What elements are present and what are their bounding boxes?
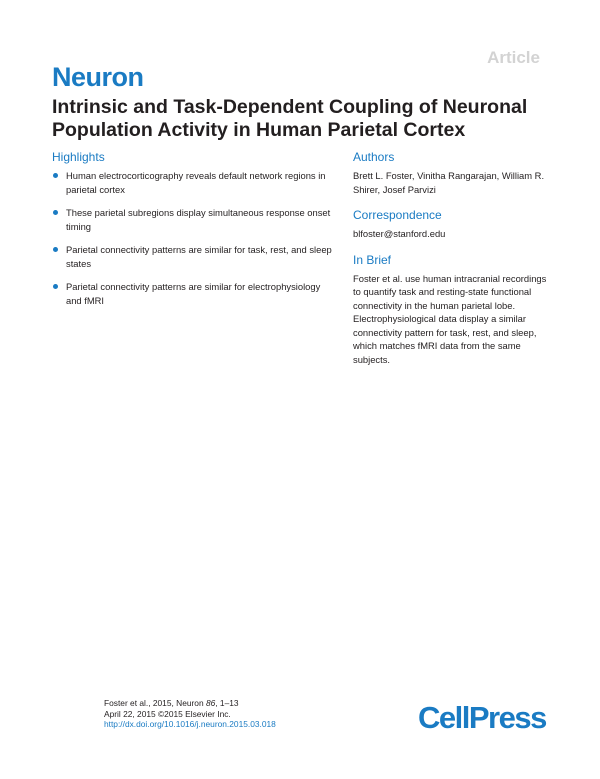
citation-footer (104, 698, 276, 730)
citation-prefix: Foster et al., 2015, Neuron (104, 698, 206, 708)
cellpress-logo: CellPress (418, 700, 546, 735)
summary-column (353, 150, 553, 378)
correspondence-section (353, 208, 553, 241)
highlight-text: Human electrocorticography reveals default network regions in parietal cortex (66, 170, 326, 195)
highlights-list (52, 169, 337, 307)
highlight-item (52, 280, 337, 307)
authors-section (353, 150, 553, 196)
highlight-text: These parietal subregions display simultaneous response onset timing (66, 207, 331, 232)
highlights-heading: Highlights (52, 150, 105, 164)
in-brief-text: Foster et al. use human intracranial recordings to quantify task and resting-state functional connectivity in the human parietal lobe. Electrophysiological data display a similar connectivity pattern for task, rest, and sleep, which matches fMRI data from the same subjects. (353, 272, 547, 365)
bullet-icon (53, 284, 58, 289)
paper-title: Intrinsic and Task-Dependent Coupling of Neuronal Population Activity in Human Parietal Cortex (52, 96, 528, 141)
journal-name: Neuron (52, 62, 144, 92)
citation-line (104, 698, 276, 709)
correspondence-email[interactable]: blfoster@stanford.edu (353, 228, 446, 239)
bullet-icon (53, 210, 58, 215)
doi-link[interactable]: http://dx.doi.org/10.1016/j.neuron.2015.03.018 (104, 719, 276, 730)
citation-volume: 86 (205, 698, 216, 708)
authors-heading: Authors (353, 150, 395, 164)
highlight-text: Parietal connectivity patterns are similar for task, rest, and sleep states (66, 244, 332, 269)
correspondence-heading: Correspondence (353, 208, 442, 222)
highlight-item (52, 206, 337, 233)
highlight-text: Parietal connectivity patterns are similar for electrophysiology and fMRI (66, 281, 321, 306)
highlights-section (52, 150, 337, 317)
article-type-tag: Article (487, 48, 540, 67)
bullet-icon (53, 247, 58, 252)
highlight-item (52, 169, 337, 196)
bullet-icon (53, 173, 58, 178)
in-brief-heading: In Brief (353, 252, 392, 267)
copyright-line: April 22, 2015 ©2015 Elsevier Inc. (104, 708, 231, 719)
in-brief-section (353, 253, 553, 367)
highlight-item (52, 243, 337, 270)
citation-pages: , 1–13 (215, 698, 239, 708)
authors-list: Brett L. Foster, Vinitha Rangarajan, William R. Shirer, Josef Parvizi (353, 170, 545, 195)
